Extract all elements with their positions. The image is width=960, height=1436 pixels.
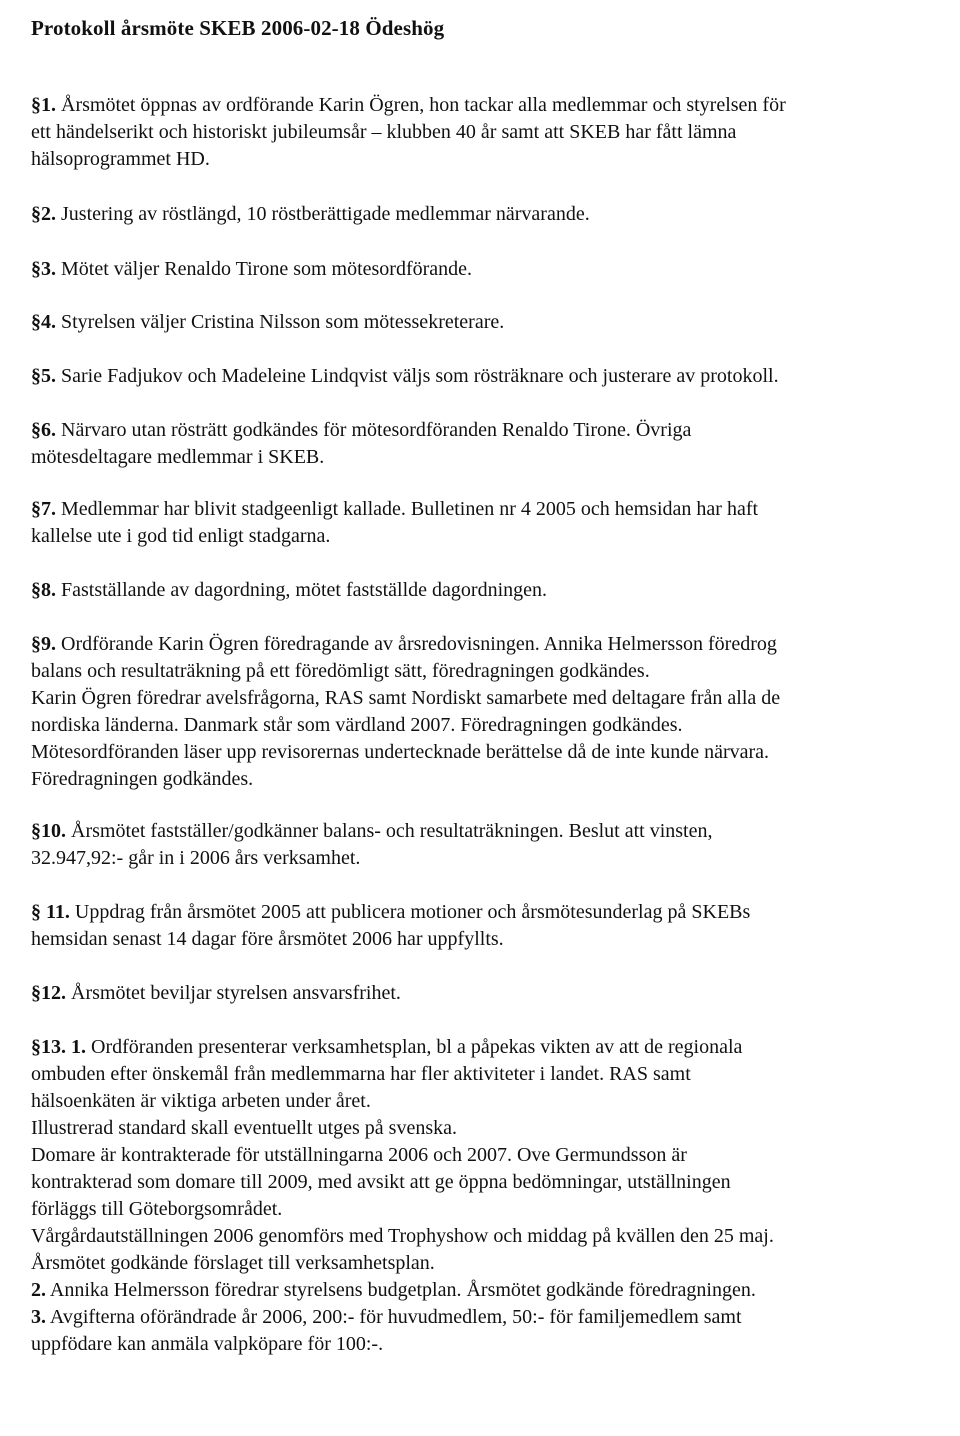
section-text: Medlemmar har blivit stadgeenligt kallade. Bulletinen nr 4 2005 och hemsidan har haft kallelse ute i god tid enligt stadgarna. [31, 498, 759, 547]
section-text: Avgifterna oförändrade år 2006, 200:- för huvudmedlem, 50:- för familjemedlem samt uppfödare kan anmäla valpköpare för 100:-. [31, 1306, 742, 1355]
section-number: 3. [31, 1306, 46, 1328]
section-text: Ordförande Karin Ögren föredragande av årsredovisningen. Annika Helmersson föredrog balans och resultaträkning på ett föredömligt sätt, föredragningen godkändes. Karin Ögren föredrar avelsfrågorna, RAS samt Nordiskt samarbete med deltagare från alla de nordiska länderna. Danmark står som värdland 2007. Föredragningen godkändes. Mötesordföranden läser upp revisorernas undertecknade berättelse då de inte kunde närvara. Föredragningen godkändes. [31, 633, 781, 790]
section-text: Annika Helmersson föredrar styrelsens budgetplan. Årsmötet godkände föredragningen. [49, 1279, 756, 1301]
section-number: §12. [31, 982, 66, 1004]
section-text: Årsmötet öppnas av ordförande Karin Ögren, hon tackar alla medlemmar och styrelsen för ett händelserikt och historiskt jubileumsår – klubben 40 år samt att SKEB har fått lämna hälsoprogrammet HD. [31, 94, 786, 170]
section-text: Styrelsen väljer Cristina Nilsson som mötessekreterare. [61, 311, 505, 333]
section-7 [31, 496, 931, 550]
section-9 [31, 631, 931, 793]
section-text: Årsmötet fastställer/godkänner balans- och resultaträkningen. Beslut att vinsten, 32.947,92:- går in i 2006 års verksamhet. [31, 820, 713, 869]
document-title: Protokoll årsmöte SKEB 2006-02-18 Ödeshög [31, 16, 445, 40]
section-13-1 [31, 1034, 931, 1277]
section-13-2 [31, 1277, 931, 1304]
section-number: §3. [31, 258, 56, 280]
section-number: 2. [31, 1279, 46, 1301]
section-6 [31, 417, 931, 471]
section-11 [31, 899, 931, 953]
section-number: §1. [31, 94, 56, 116]
section-text: Mötet väljer Renaldo Tirone som mötesordförande. [61, 258, 473, 280]
section-number: §2. [31, 203, 56, 225]
section-10 [31, 818, 931, 872]
section-number: §6. [31, 419, 56, 441]
section-number: §9. [31, 633, 56, 655]
section-number: §13. 1. [31, 1036, 86, 1058]
section-number: §5. [31, 365, 56, 387]
section-12 [31, 980, 931, 1007]
section-text: Sarie Fadjukov och Madeleine Lindqvist väljs som rösträknare och justerare av protokoll. [61, 365, 779, 387]
section-text: Årsmötet beviljar styrelsen ansvarsfrihet. [71, 982, 401, 1004]
section-5 [31, 363, 931, 390]
section-1 [31, 92, 931, 173]
section-text: Ordföranden presenterar verksamhetsplan, bl a påpekas vikten av att de regionala ombuden efter önskemål från medlemmarna har fler aktiviteter i landet. RAS samt hälsoenkäten är viktiga arbeten under året. Illustrerad standard skall eventuellt utges på svenska. Domare är kontrakterade för utställningarna 2006 och 2007. Ove Germundsson är kontrakterad som domare till 2009, med avsikt att ge öppna bedömningar, utställningen förläggs till Göteborgsområdet. Vårgårdautställningen 2006 genomförs med Trophyshow och middag på kvällen den 25 maj. Årsmötet godkände förslaget till verksamhetsplan. [31, 1036, 774, 1274]
section-3 [31, 256, 931, 283]
section-number: § 11. [31, 901, 70, 923]
section-text: Fastställande av dagordning, mötet fastställde dagordningen. [61, 579, 547, 601]
section-13-3 [31, 1304, 931, 1358]
section-text: Justering av röstlängd, 10 röstberättigade medlemmar närvarande. [61, 203, 590, 225]
section-number: §8. [31, 579, 56, 601]
section-number: §10. [31, 820, 66, 842]
section-number: §7. [31, 498, 56, 520]
section-4 [31, 309, 931, 336]
section-text: Närvaro utan rösträtt godkändes för mötesordföranden Renaldo Tirone. Övriga mötesdeltagare medlemmar i SKEB. [31, 419, 692, 468]
section-2 [31, 201, 931, 228]
section-number: §4. [31, 311, 56, 333]
section-8 [31, 577, 931, 604]
section-text: Uppdrag från årsmötet 2005 att publicera motioner och årsmötesunderlag på SKEBs hemsidan senast 14 dagar före årsmötet 2006 har uppfyllts. [31, 901, 751, 950]
